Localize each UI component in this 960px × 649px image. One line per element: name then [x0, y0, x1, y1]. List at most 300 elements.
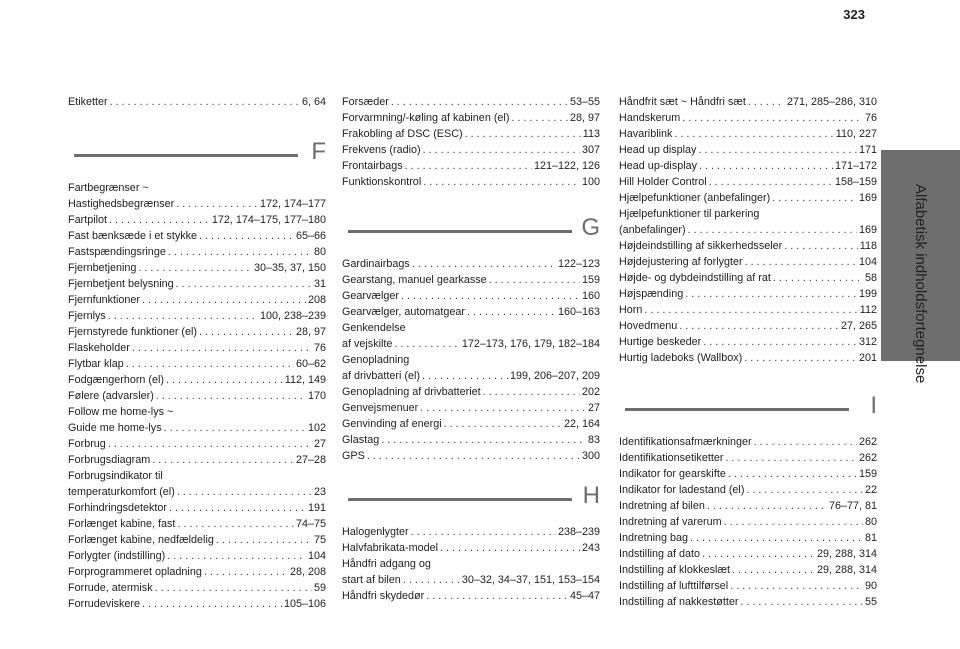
index-entry-term: Handskerum: [619, 112, 681, 124]
index-entry[interactable]: [619, 302, 877, 318]
dot-leader: [204, 564, 288, 580]
index-entry-pages: 27–28: [295, 454, 326, 466]
index-entry-term: Fartpilot: [68, 214, 108, 226]
index-entry[interactable]: [68, 356, 326, 372]
index-entry-pages: 58: [864, 272, 877, 284]
index-entry[interactable]: [342, 126, 600, 142]
dot-leader: [745, 254, 857, 270]
index-entry-prefix: Follow me home-lys ~: [68, 406, 174, 418]
index-entry[interactable]: [68, 484, 326, 500]
index-entry-pages: 172–173, 176, 179, 182–184: [461, 338, 600, 350]
index-entry[interactable]: [619, 94, 877, 110]
index-entry-term: Fjernbetjent belysning: [68, 278, 174, 290]
index-entry[interactable]: [619, 334, 877, 350]
index-entry[interactable]: [619, 190, 877, 206]
section-header-f: [68, 138, 326, 176]
dot-leader: [423, 174, 580, 190]
index-entry[interactable]: [342, 368, 600, 384]
index-entry[interactable]: [342, 142, 600, 158]
dot-leader: [772, 190, 857, 206]
index-entry[interactable]: [68, 532, 326, 548]
index-entry-term: Halogenlygter: [342, 526, 409, 538]
index-block: [68, 94, 326, 110]
index-entry-term: Gearvælger, automatgear: [342, 306, 466, 318]
index-entry-pages: 160–163: [557, 306, 600, 318]
dot-leader: [744, 350, 857, 366]
dot-leader: [699, 158, 833, 174]
index-entry-term: Fjernfunktioner: [68, 294, 141, 306]
dot-leader: [730, 578, 863, 594]
index-entry-term: Indretning af bilen: [619, 500, 705, 512]
index-entry[interactable]: [342, 288, 600, 304]
index-entry-pages: 60–62: [295, 358, 326, 370]
dot-leader: [403, 572, 460, 588]
index-block: [68, 180, 326, 612]
index-entry-pages: 202: [581, 386, 600, 398]
dot-leader: [644, 302, 857, 318]
index-entry[interactable]: [619, 222, 877, 238]
index-entry[interactable]: [619, 514, 877, 530]
index-entry-term: Head up-display: [619, 160, 698, 172]
index-entry-term: Håndfrit sæt ~ Håndfri sæt: [619, 96, 746, 108]
index-entry[interactable]: [342, 540, 600, 556]
index-entry-prefix: Genopladning: [342, 354, 410, 366]
index-entry[interactable]: [68, 372, 326, 388]
index-entry[interactable]: [619, 530, 877, 546]
index-entry[interactable]: [68, 452, 326, 468]
section-letter: H: [582, 482, 600, 509]
index-entry-pages: 158–159: [834, 176, 877, 188]
index-entry-pages: 201: [858, 352, 877, 364]
dot-leader: [685, 286, 857, 302]
index-entry-term: temperaturkomfort (el): [68, 486, 175, 498]
index-entry-term: Fodgængerhorn (el): [68, 374, 165, 386]
dot-leader: [784, 238, 858, 254]
index-entry-pages: 27: [313, 438, 326, 450]
index-entry-pages: 159: [858, 468, 877, 480]
index-entry-pages: 55: [864, 596, 877, 608]
index-entry-term: Hastighedsbegrænser: [68, 198, 175, 210]
index-entry[interactable]: [342, 110, 600, 126]
index-entry-term: Havariblink: [619, 128, 673, 140]
index-entry[interactable]: [342, 524, 600, 540]
section-header-h: [342, 482, 600, 520]
index-entry[interactable]: [619, 594, 877, 610]
index-entry-term: Funktionskontrol: [342, 176, 422, 188]
index-entry[interactable]: [342, 304, 600, 320]
index-entry-pages: 102: [307, 422, 326, 434]
index-entry-pages: 53–55: [569, 96, 600, 108]
index-entry-pages: 76: [864, 112, 877, 124]
dot-leader: [467, 304, 556, 320]
index-entry-pages: 118: [859, 240, 877, 252]
index-entry[interactable]: [68, 596, 326, 612]
index-entry[interactable]: [342, 588, 600, 604]
index-entry[interactable]: [68, 340, 326, 356]
index-entry-term: Fjernstyrede funktioner (el): [68, 326, 198, 338]
index-entry[interactable]: [619, 546, 877, 562]
index-entry[interactable]: [619, 482, 877, 498]
index-entry-pages: 169: [858, 192, 877, 204]
index-entry[interactable]: [619, 498, 877, 514]
index-block: [342, 524, 600, 604]
dot-leader: [422, 368, 508, 384]
index-entry-term: Forhindringsdetektor: [68, 502, 168, 514]
dot-leader: [126, 356, 294, 372]
index-entry-prefix: Forbrugsindikator til: [68, 470, 163, 482]
index-entry-pages: 262: [858, 452, 877, 464]
index-block: [619, 434, 877, 610]
dot-leader: [152, 452, 294, 468]
index-entry[interactable]: [68, 244, 326, 260]
index-entry-term: Fastspændingsringe: [68, 246, 166, 258]
index-entry-term: Højspænding: [619, 288, 684, 300]
dot-leader: [405, 158, 532, 174]
index-entry[interactable]: [68, 580, 326, 596]
index-entry-term: af vejskilte: [342, 338, 393, 350]
index-entry-term: (anbefalinger): [619, 224, 686, 236]
dot-leader: [440, 540, 580, 556]
index-entry[interactable]: [68, 420, 326, 436]
index-entry-term: Hjælpefunktioner (anbefalinger): [619, 192, 771, 204]
dot-leader: [166, 372, 283, 388]
index-entry[interactable]: [68, 388, 326, 404]
index-entry[interactable]: [68, 276, 326, 292]
index-entry[interactable]: [619, 158, 877, 174]
index-entry-term: Hill Holder Control: [619, 176, 707, 188]
index-entry-term: Genvejsmenuer: [342, 402, 419, 414]
dot-leader: [176, 196, 258, 212]
section-rule: [348, 498, 572, 501]
dot-leader: [703, 334, 857, 350]
index-entry-term: af drivbatteri (el): [342, 370, 421, 382]
index-entry-pages: 171: [858, 144, 877, 156]
index-entry-term: Følere (advarsler): [68, 390, 154, 402]
index-entry-pages: 65–66: [295, 230, 326, 242]
index-entry-term: Forlygter (indstilling): [68, 550, 166, 562]
index-entry-term: Etiketter: [68, 96, 108, 108]
dot-leader: [167, 548, 306, 564]
index-entry-pages: 45–47: [569, 590, 600, 602]
dot-leader: [511, 110, 568, 126]
index-entry[interactable]: [68, 292, 326, 308]
side-label: Alfabetisk indholdsfortegnelse: [912, 184, 929, 384]
index-entry[interactable]: [68, 324, 326, 340]
index-entry-term: Glastag: [342, 434, 380, 446]
index-entry[interactable]: [619, 286, 877, 302]
dot-leader: [423, 142, 580, 158]
index-entry-pages: 172, 174–175, 177–180: [211, 214, 326, 226]
index-entry-term: GPS: [342, 450, 365, 462]
dot-leader: [698, 142, 857, 158]
index-block: [619, 94, 877, 366]
index-entry-pages: 29, 288, 314: [816, 564, 877, 576]
index-entry[interactable]: [342, 256, 600, 272]
index-entry-pages: 312: [858, 336, 877, 348]
index-entry[interactable]: [342, 158, 600, 174]
index-entry[interactable]: [68, 196, 326, 212]
index-entry-pages: 59: [313, 582, 326, 594]
index-entry-term: Højdeindstilling af sikkerhedsseler: [619, 240, 783, 252]
index-entry-term: Flytbar klap: [68, 358, 124, 370]
index-entry-pages: 112: [859, 304, 877, 316]
index-entry-pages: 74–75: [295, 518, 326, 530]
dot-leader: [108, 308, 258, 324]
index-entry[interactable]: [342, 432, 600, 448]
dot-leader: [367, 448, 580, 464]
index-entry-pages: 27: [587, 402, 600, 414]
index-entry-prefix: Hjælpefunktioner til parkering: [619, 208, 760, 220]
index-entry[interactable]: [68, 308, 326, 324]
dot-leader: [391, 94, 568, 110]
dot-leader: [740, 594, 863, 610]
index-entry-pages: 170: [307, 390, 326, 402]
index-entry-pages: 160: [581, 290, 600, 302]
index-entry[interactable]: [619, 142, 877, 158]
index-entry-term: Forbrugsdiagram: [68, 454, 151, 466]
index-entry[interactable]: [619, 110, 877, 126]
index-entry-pages: 243: [581, 542, 600, 554]
dot-leader: [483, 384, 580, 400]
dot-leader: [754, 434, 857, 450]
index-entry[interactable]: [342, 448, 600, 464]
index-entry[interactable]: [68, 94, 326, 110]
index-entry[interactable]: [619, 562, 877, 578]
index-entry-term: Frakobling af DSC (ESC): [342, 128, 463, 140]
index-entry[interactable]: [619, 434, 877, 450]
dot-leader: [773, 270, 863, 286]
index-entry-prefix: Genkendelse: [342, 322, 406, 334]
dot-leader: [728, 466, 857, 482]
index-entry-term: Gardinairbags: [342, 258, 410, 270]
index-entry-pages: 29, 288, 314: [816, 548, 877, 560]
dot-leader: [110, 94, 300, 110]
index-entry[interactable]: [342, 416, 600, 432]
index-entry-pages: 191: [307, 502, 326, 514]
index-entry-pages: 81: [864, 532, 877, 544]
dot-leader: [176, 276, 312, 292]
index-entry-term: Håndfri skydedør: [342, 590, 425, 602]
index-entry[interactable]: [68, 500, 326, 516]
index-entry-term: Indretning bag: [619, 532, 689, 544]
dot-leader: [682, 110, 863, 126]
index-entry-term: Frontairbags: [342, 160, 403, 172]
dot-leader: [489, 272, 580, 288]
dot-leader: [394, 336, 460, 352]
index-entry-pages: 104: [858, 256, 877, 268]
dot-leader: [401, 288, 580, 304]
dot-leader: [381, 432, 586, 448]
index-entry-term: Forsæder: [342, 96, 389, 108]
index-entry-term: Genopladning af drivbatteriet: [342, 386, 481, 398]
dot-leader: [444, 416, 562, 432]
index-block: [342, 256, 600, 464]
index-entry-term: Indstilling af klokkeslæt: [619, 564, 731, 576]
index-entry[interactable]: [342, 174, 600, 190]
index-entry[interactable]: [342, 94, 600, 110]
index-entry-term: Højdejustering af forlygter: [619, 256, 743, 268]
dot-leader: [169, 500, 306, 516]
index-entry-pages: 22, 164: [563, 418, 600, 430]
index-entry-term: Forlænget kabine, nedfældelig: [68, 534, 214, 546]
index-entry[interactable]: [68, 212, 326, 228]
index-entry-term: Forprogrammeret opladning: [68, 566, 202, 578]
index-entry-term: Halvfabrikata-model: [342, 542, 439, 554]
dot-leader: [177, 484, 312, 500]
index-entry[interactable]: [619, 126, 877, 142]
index-entry-pages: 105–106: [283, 598, 326, 610]
dot-leader: [690, 530, 863, 546]
index-entry[interactable]: [342, 572, 600, 588]
dot-leader: [411, 524, 556, 540]
index-entry-term: Fast bænksæde i et stykke: [68, 230, 198, 242]
dot-leader: [216, 532, 312, 548]
index-entry[interactable]: [619, 466, 877, 482]
index-entry-prefix: Håndfri adgang og: [342, 558, 431, 570]
section-letter: G: [581, 214, 600, 241]
index-entry-term: Horn: [619, 304, 643, 316]
index-entry-term: Hovedmenu: [619, 320, 678, 332]
index-entry-pages: 122–123: [557, 258, 600, 270]
index-entry-pages: 110, 227: [835, 128, 877, 140]
dot-leader: [199, 324, 294, 340]
index-entry-pages: 28, 208: [289, 566, 326, 578]
index-entry-term: Indikator for ladestand (el): [619, 484, 745, 496]
index-entry-term: Forbrug: [68, 438, 106, 450]
dot-leader: [725, 450, 857, 466]
index-entry-pages: 199, 206–207, 209: [509, 370, 600, 382]
dot-leader: [746, 482, 863, 498]
section-header-i: [619, 392, 877, 430]
index-entry-pages: 75: [313, 534, 326, 546]
index-entry-pages: 238–239: [557, 526, 600, 538]
index-entry[interactable]: [619, 270, 877, 286]
dot-leader: [426, 588, 568, 604]
section-rule: [348, 230, 572, 233]
dot-leader: [748, 94, 785, 110]
index-entry-term: Forvarmning/-køling af kabinen (el): [342, 112, 510, 124]
index-entry-prefix: Fartbegrænser ~: [68, 182, 149, 194]
index-entry-pages: 199: [858, 288, 877, 300]
dot-leader: [132, 340, 312, 356]
index-entry[interactable]: [342, 384, 600, 400]
index-entry-pages: 262: [858, 436, 877, 448]
index-entry-pages: 30–35, 37, 150: [253, 262, 326, 274]
index-entry[interactable]: [68, 436, 326, 452]
index-entry-term: Identifikationsetiketter: [619, 452, 724, 464]
index-entry-pages: 172, 174–177: [259, 198, 326, 210]
index-entry-term: Fjernbetjening: [68, 262, 137, 274]
index-entry-pages: 28, 97: [569, 112, 600, 124]
index-entry-pages: 80: [313, 246, 326, 258]
section-header-g: [342, 214, 600, 252]
section-letter: I: [870, 392, 877, 419]
index-entry-pages: 112, 149: [284, 374, 326, 386]
index-entry[interactable]: [68, 260, 326, 276]
index-entry-pages: 83: [587, 434, 600, 446]
page-number: 323: [843, 7, 865, 22]
index-entry-pages: 100, 238–239: [259, 310, 326, 322]
index-entry[interactable]: [342, 272, 600, 288]
section-rule: [625, 408, 849, 411]
dot-leader: [142, 596, 282, 612]
dot-leader: [156, 388, 306, 404]
dot-leader: [674, 126, 833, 142]
index-entry-pages: 27, 265: [840, 320, 877, 332]
index-entry-pages: 23: [313, 486, 326, 498]
index-entry-term: Højde- og dybdeindstilling af rat: [619, 272, 771, 284]
section-letter: F: [311, 138, 326, 165]
index-entry[interactable]: [619, 238, 877, 254]
index-entry-pages: 113: [582, 128, 600, 140]
index-entry[interactable]: [619, 254, 877, 270]
index-entry-term: Genvinding af energi: [342, 418, 442, 430]
index-entry-term: Forrudeviskere: [68, 598, 141, 610]
section-rule: [74, 154, 298, 157]
index-entry[interactable]: [68, 564, 326, 580]
index-entry[interactable]: [619, 318, 877, 334]
index-entry-term: Forlænget kabine, fast: [68, 518, 176, 530]
index-entry[interactable]: [619, 174, 877, 190]
index-entry-pages: 28, 97: [295, 326, 326, 338]
index-entry-term: Hurtig ladeboks (Wallbox): [619, 352, 743, 364]
dot-leader: [702, 546, 815, 562]
index-entry-pages: 30–32, 34–37, 151, 153–154: [461, 574, 600, 586]
index-entry-pages: 169: [858, 224, 877, 236]
dot-leader: [138, 260, 252, 276]
dot-leader: [155, 580, 312, 596]
index-entry-term: Indstilling af dato: [619, 548, 701, 560]
index-entry-term: Identifikationsafmærkninger: [619, 436, 752, 448]
dot-leader: [164, 420, 306, 436]
index-entry-pages: 271, 285–286, 310: [786, 96, 877, 108]
index-block: [342, 94, 600, 190]
dot-leader: [688, 222, 857, 238]
index-entry-term: Fjernlys: [68, 310, 106, 322]
dot-leader: [420, 400, 586, 416]
dot-leader: [177, 516, 294, 532]
index-entry-term: Hurtige beskeder: [619, 336, 702, 348]
index-entry[interactable]: [619, 578, 877, 594]
index-entry-pages: 307: [581, 144, 600, 156]
dot-leader: [108, 436, 312, 452]
index-entry-term: Indstilling af lufttilførsel: [619, 580, 729, 592]
dot-leader: [709, 174, 833, 190]
index-entry-pages: 31: [313, 278, 326, 290]
index-entry-pages: 90: [864, 580, 877, 592]
index-entry[interactable]: [68, 516, 326, 532]
index-entry[interactable]: [342, 336, 600, 352]
dot-leader: [168, 244, 312, 260]
dot-leader: [412, 256, 556, 272]
dot-leader: [732, 562, 815, 578]
index-entry[interactable]: [342, 400, 600, 416]
index-entry-term: Gearstang, manuel gearkasse: [342, 274, 487, 286]
index-entry-pages: 76–77, 81: [828, 500, 877, 512]
index-entry-term: Indretning af varerum: [619, 516, 722, 528]
index-entry[interactable]: [68, 548, 326, 564]
index-entry-pages: 6, 64: [301, 96, 326, 108]
index-entry-pages: 100: [581, 176, 600, 188]
index-entry[interactable]: [68, 228, 326, 244]
index-entry[interactable]: [619, 350, 877, 366]
index-entry-term: Indikator for gearskifte: [619, 468, 726, 480]
index-entry-pages: 76: [313, 342, 326, 354]
dot-leader: [109, 212, 210, 228]
index-entry-term: start af bilen: [342, 574, 401, 586]
index-entry[interactable]: [619, 450, 877, 466]
index-entry-pages: 80: [864, 516, 877, 528]
